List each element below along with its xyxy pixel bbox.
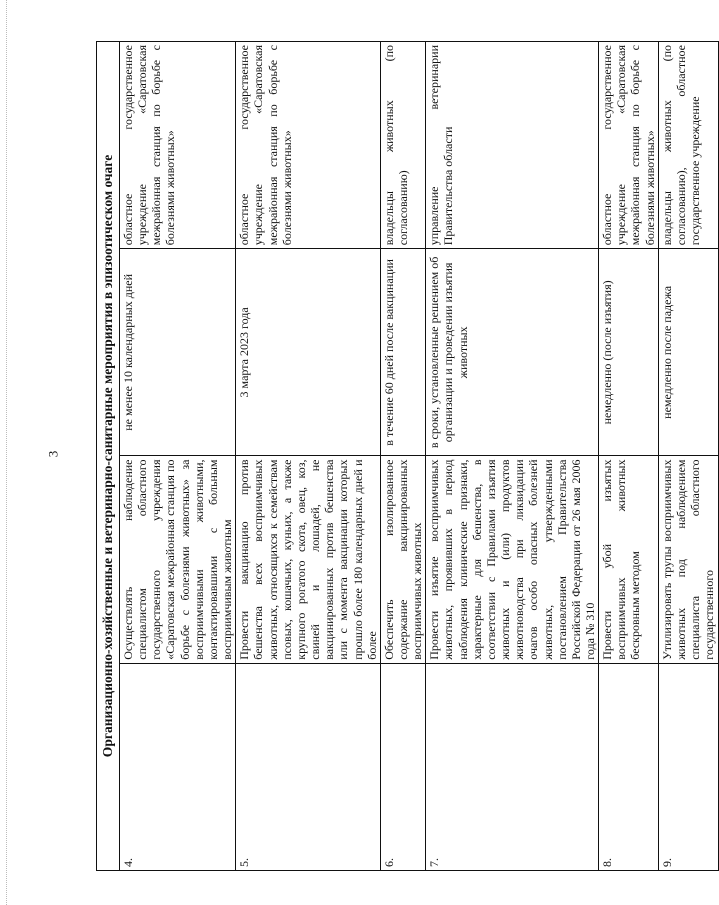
row-number: 9. — [658, 663, 718, 870]
section-title-row — [97, 42, 120, 871]
table-row — [658, 42, 718, 871]
page-number: 3 — [45, 450, 61, 458]
table-row — [120, 42, 236, 871]
row-number: 4. — [120, 663, 236, 870]
row-action: Утилизировать трупы восприимчивых животных под наблюдением специалиста областного государственного — [658, 456, 718, 663]
row-term: 3 марта 2023 года — [236, 249, 381, 456]
row-number: 7. — [426, 663, 599, 870]
row-executor: областное государственное учреждение «Саратовская межрайонная станция по борьбе с болезнями животных» — [236, 42, 381, 249]
margin-dotted-line — [6, 0, 7, 905]
row-action: Осуществлять наблюдение специалистом областного государственного учреждения «Саратовская межрайонная станция по борьбе с болезнями животных» за восприимчивыми животными, контактировавшими с больным восприимчивым животным — [120, 456, 236, 663]
row-number: 5. — [236, 663, 381, 870]
row-executor: владельцы животных (по согласованию), областное государственное учреждение — [658, 42, 718, 249]
row-term: немедленно (после изъятия) — [599, 249, 659, 456]
row-action: Провести изъятие восприимчивых животных, проявивших в период наблюдения клинические признаки, характерные для бешенства, в соответствии с Правилами изъятия животных и (или) продуктов животноводства при ликвидации очагов особо опасных болезней животных, утвержденными постановлением Правительства Российской Федерации от 26 мая 2006 года № 310 — [426, 456, 599, 663]
row-executor: владельцы животных (по согласованию) — [380, 42, 425, 249]
row-term: немедленно после падежа — [658, 249, 718, 456]
table-row — [599, 42, 659, 871]
row-action: Провести вакцинацию против бешенства всех восприимчивых животных, относящихся к семействам псовых, кошачьих, куньих, а также крупного рогатого скота, овец, коз, свиней и лошадей, не вакцинированных против бешенства или с момента вакцинации которых прошло более 180 календарных дней и более — [236, 456, 381, 663]
measures-table — [96, 41, 719, 871]
row-number: 6. — [380, 663, 425, 870]
row-term: в сроки, установленные решением об организации и проведении изъятия животных — [426, 249, 599, 456]
row-executor: областное государственное учреждение «Саратовская межрайонная станция по борьбе с болезнями животных» — [599, 42, 659, 249]
row-term: в течение 60 дней после вакцинации — [380, 249, 425, 456]
table-row — [380, 42, 425, 871]
table-row — [236, 42, 381, 871]
section-title: Организационно-хозяйственные и ветеринарно-санитарные мероприятия в эпизоотическом очаге — [97, 42, 120, 871]
row-action: Обеспечить изолированное содержание вакцинированных восприимчивых животных — [380, 456, 425, 663]
row-term: не менее 10 календарных дней — [120, 249, 236, 456]
row-number: 8. — [599, 663, 659, 870]
table-row — [426, 42, 599, 871]
row-action: Провести убой изъятых восприимчивых животных бескровным методом — [599, 456, 659, 663]
row-executor: областное государственное учреждение «Саратовская межрайонная станция по борьбе с болезнями животных» — [120, 42, 236, 249]
rotated-table-container — [96, 41, 717, 871]
row-executor: управление ветеринарии Правительства области — [426, 42, 599, 249]
